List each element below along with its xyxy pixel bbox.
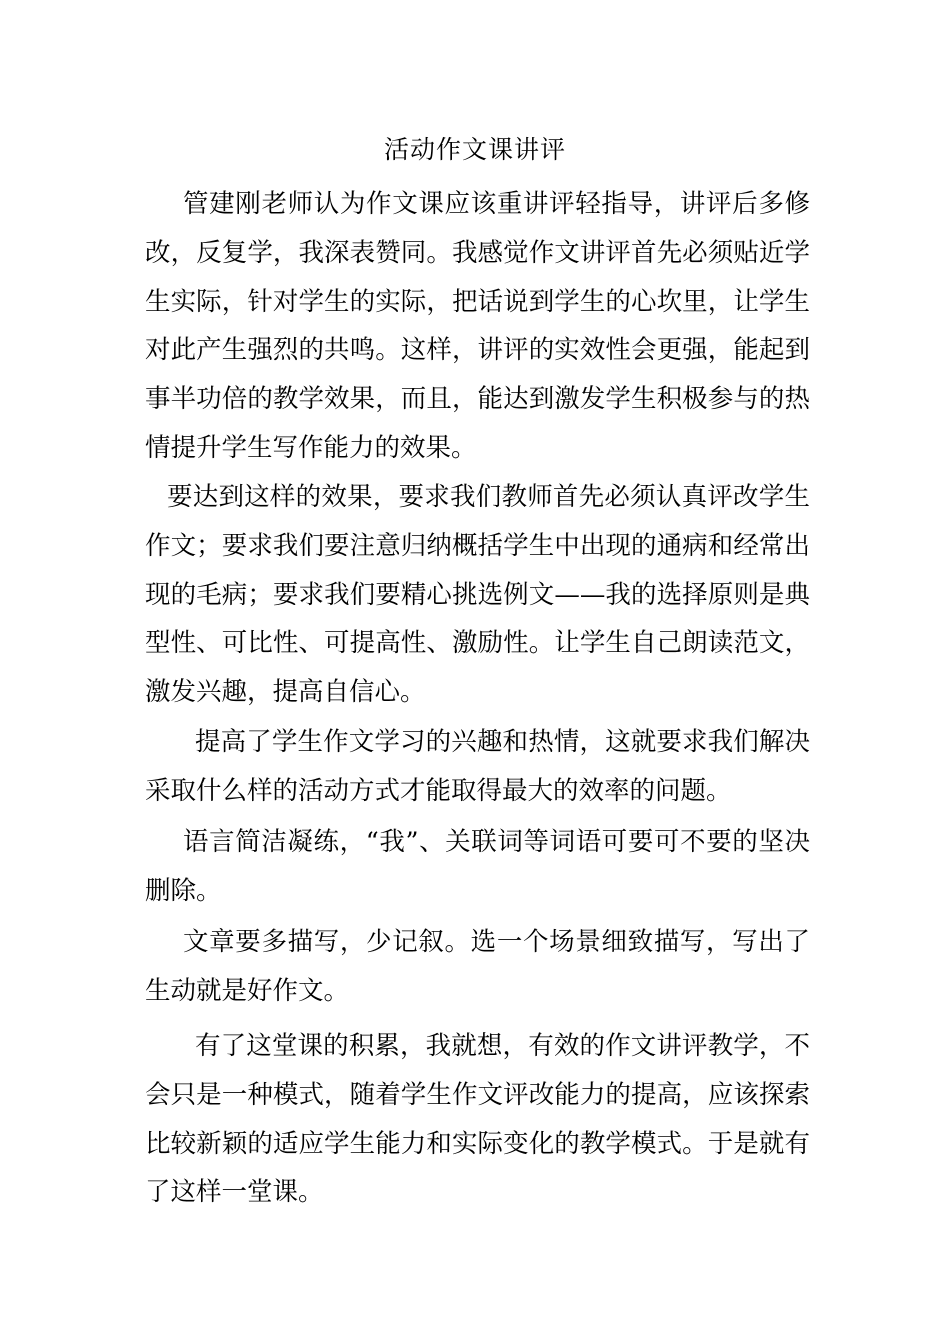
paragraph-4: 语言简洁凝练，“我”、关联词等词语可要可不要的坚决删除。: [145, 827, 810, 906]
paragraph-5: 文章要多描写，少记叙。选一个场景细致描写，写出了生动就是好作文。: [145, 927, 810, 1006]
paragraph-6: 有了这堂课的积累，我就想，有效的作文讲评教学，不会只是一种模式，随着学生作文评改能力的提高，应该探索比较新颖的适应学生能力和实际变化的教学模式。于是就有了这样一堂课。: [145, 1031, 810, 1208]
paragraph-2: 要达到这样的效果，要求我们教师首先必须认真评改学生作文；要求我们要注意归纳概括学生中出现的通病和经常出现的毛病；要求我们要精心挑选例文——我的选择原则是典型性、可比性、可提高性、激励性。让学生自己朗读范文，激发兴趣，提高自信心。: [145, 482, 810, 708]
document-title: 活动作文课讲评: [383, 135, 566, 164]
paragraph-1: 管建刚老师认为作文课应该重讲评轻指导，讲评后多修改，反复学，我深表赞同。我感觉作文讲评首先必须贴近学生实际，针对学生的实际，把话说到学生的心坎里，让学生对此产生强烈的共鸣。这样，讲评的实效性会更强，能起到事半功倍的教学效果，而且，能达到激发学生积极参与的热情提升学生写作能力的效果。: [145, 189, 810, 463]
paragraph-3: 提高了学生作文学习的兴趣和热情，这就要求我们解决采取什么样的活动方式才能取得最大的效率的问题。: [145, 727, 810, 806]
